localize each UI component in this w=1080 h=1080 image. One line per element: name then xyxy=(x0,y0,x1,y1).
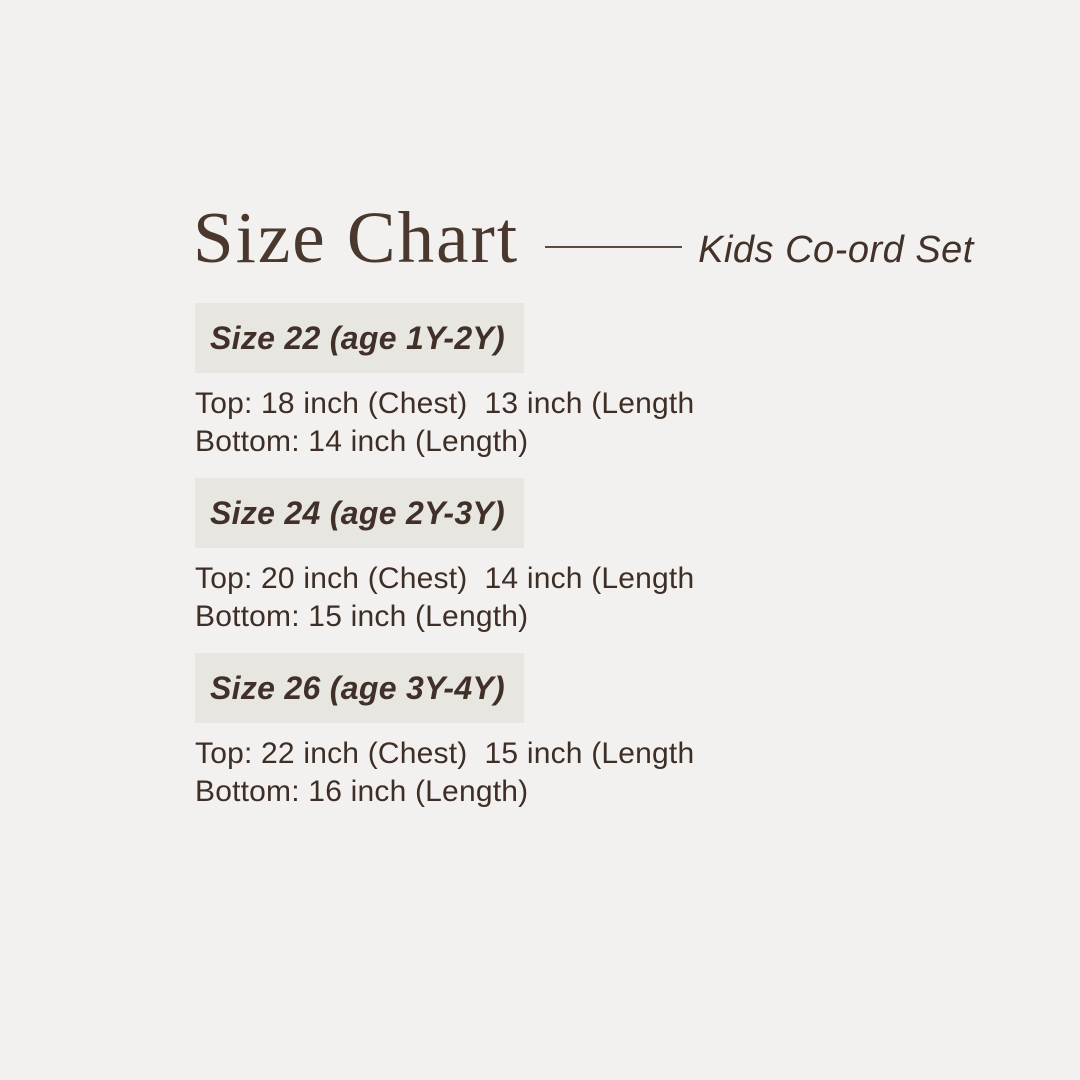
size-header-label: Size 22 (age 1Y-2Y) xyxy=(210,319,506,356)
size-header-badge xyxy=(195,478,524,548)
size-header-label: Size 26 (age 3Y-4Y) xyxy=(210,669,506,706)
size-section-24 xyxy=(195,478,895,636)
bottom-measurements: Bottom: 15 inch (Length) xyxy=(195,600,529,633)
top-measurements: Top: 22 inch (Chest) 15 inch (Length xyxy=(195,737,695,770)
product-subtitle: Kids Co-ord Set xyxy=(698,229,974,271)
title-divider-line xyxy=(545,246,682,248)
bottom-measurements: Bottom: 16 inch (Length) xyxy=(195,775,529,808)
size-header-badge xyxy=(195,653,524,723)
top-measurements: Top: 18 inch (Chest) 13 inch (Length xyxy=(195,387,695,420)
top-measurements: Top: 20 inch (Chest) 14 inch (Length xyxy=(195,562,695,595)
size-header-label: Size 24 (age 2Y-3Y) xyxy=(210,494,506,531)
header xyxy=(193,196,974,280)
size-sections xyxy=(195,303,895,828)
size-section-26 xyxy=(195,653,895,811)
bottom-measurements: Bottom: 14 inch (Length) xyxy=(195,425,529,458)
size-section-22 xyxy=(195,303,895,461)
size-header-badge xyxy=(195,303,524,373)
page-title: Size Chart xyxy=(193,197,520,278)
